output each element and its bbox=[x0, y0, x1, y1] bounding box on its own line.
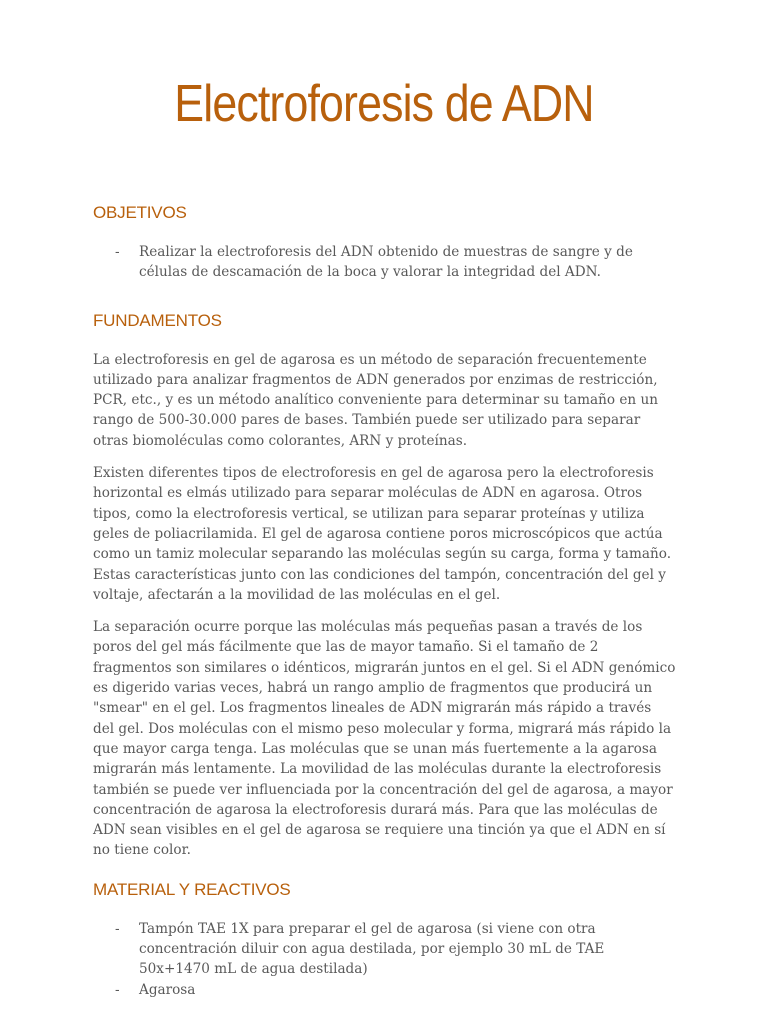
list-item bbox=[93, 242, 676, 283]
list-item bbox=[93, 980, 676, 1000]
section-heading-fundamentos: FUNDAMENTOS bbox=[93, 310, 222, 330]
material-list bbox=[93, 919, 676, 1000]
list-bullet: - bbox=[115, 920, 120, 937]
objetivos-list bbox=[93, 242, 676, 283]
list-bullet: - bbox=[115, 244, 120, 260]
section-heading-objetivos: OBJETIVOS bbox=[93, 203, 187, 222]
list-item-text: Realizar la electroforesis del ADN obtenido de muestras de sangre y de células de descamación de la boca y valorar la integridad del ADN. bbox=[139, 244, 633, 281]
fundamentos-paragraph-1: La electroforesis en gel de agarosa es un método de separación frecuentemente utilizado para analizar fragmentos de ADN generados por enzimas de restricción, PCR, etc., y es un método analítico conveniente para determinar su tamaño en un rango de 500-30.000 pares de bases. También puede ser utilizado para separar otras biomoléculas como colorantes, ARN y proteínas. bbox=[93, 351, 658, 449]
list-bullet: - bbox=[115, 981, 120, 998]
fundamentos-paragraph-2: Existen diferentes tipos de electroforesis en gel de agarosa pero la electroforesis horizontal es elmás utilizado para separar moléculas de ADN en agarosa. Otros tipos, como la electroforesis vertical, se utilizan para separar proteínas y utiliza geles de poliacrilamida. El gel de agarosa contiene poros microscópicos que actúa como un tamiz molecular separando las moléculas según su carga, forma y tamaño. Estas características junto con las condiciones del tampón, concentración del gel y voltaje, afectarán a la movilidad de las moléculas en el gel. bbox=[93, 465, 672, 603]
list-item bbox=[93, 919, 676, 980]
section-heading-material: MATERIAL Y REACTIVOS bbox=[93, 879, 291, 899]
list-item-text: Agarosa bbox=[139, 981, 196, 998]
list-item-text: Tampón TAE 1X para preparar el gel de agarosa (si viene con otra concentración diluir con agua destilada, por ejemplo 30 mL de TAE 50x+1470 mL de agua destilada) bbox=[139, 920, 605, 978]
fundamentos-paragraph-3: La separación ocurre porque las moléculas más pequeñas pasan a través de los poros del gel más fácilmente que las de mayor tamaño. Si el tamaño de 2 fragmentos son similares o idénticos, migrarán juntos en el gel. Si el ADN genómico es digerido varias veces, habrá un rango amplio de fragmentos que producirá un "smear" en el gel. Los fragmentos lineales de ADN migrarán más rápido a través del gel. Dos moléculas con el mismo peso molecular y forma, migrará más rápido la que mayor carga tenga. Las moléculas que se unan más fuertemente a la agarosa migrarán más lentamente. La movilidad de las moléculas durante la electroforesis también se puede ver influenciada por la concentración del gel de agarosa, a mayor concentración de agarosa la electroforesis durará más. Para que las moléculas de ADN sean visibles en el gel de agarosa se requiere una tinción ya que el ADN en sí no tiene color. bbox=[93, 619, 676, 859]
document-title: Electroforesis de ADN bbox=[174, 75, 594, 133]
document-body bbox=[93, 199, 676, 1000]
